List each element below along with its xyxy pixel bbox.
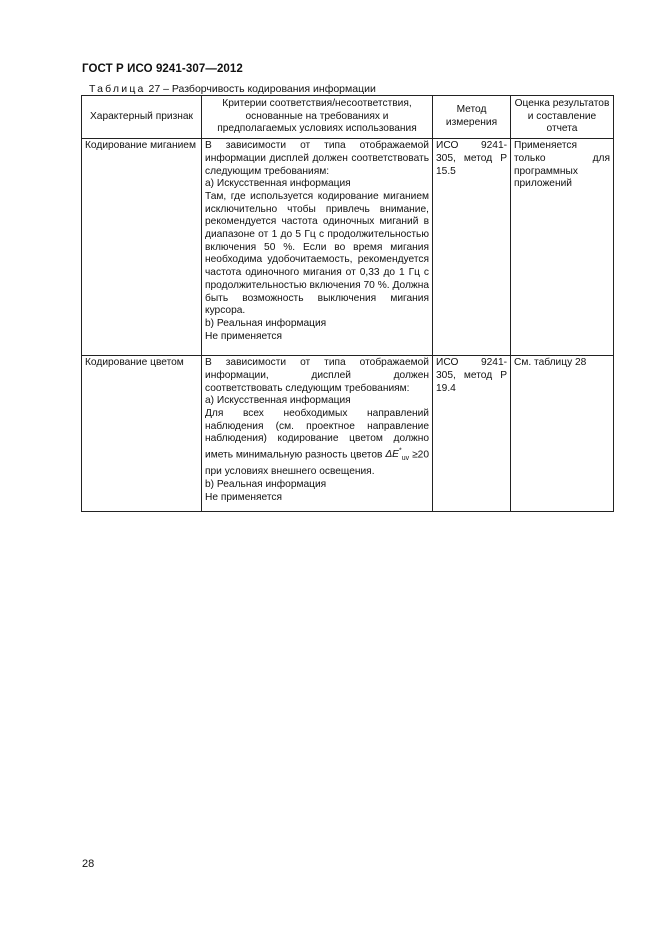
header-method: Метод измерения [433, 96, 511, 139]
row-feature: Кодирование цветом [82, 356, 202, 512]
page-number: 28 [82, 858, 95, 870]
table-header-row [82, 96, 614, 139]
artificial-text-after: ≥20 при условиях внешнего освещения. [205, 449, 429, 478]
header-criteria: Критерии соответствия/несоответствия, основанные на требованиях и предполагаемых условиях использования [202, 96, 433, 139]
table-caption [89, 83, 376, 95]
row-assessment: Применяется только для программных приложений [511, 139, 614, 356]
row-criteria [202, 356, 433, 512]
artificial-text-before: Для всех необходимых направлений наблюдения (см. проектное направление наблюдения) кодирование цветом должно иметь минимальную разность цветов [205, 407, 429, 461]
artificial-info-label: а) Искусственная информация [205, 178, 351, 190]
table-caption-word: Таблица [89, 83, 146, 95]
artificial-info-text: Там, где используется кодирование миганием исключительно чтобы привлечь внимание, рекомендуется частота одиночных миганий в диапазоне от 1 до 5 Гц с продолжительностью включения 50 %. Если во время мигания необходима удобочитаемость, рекомендуется частота одиночного мигания от 0,33 до 1 Гц с продолжительностью включения 70 %. Должна быть возможность выключения мигания курсора. [205, 190, 429, 317]
real-info-label: b) Реальная информация [205, 478, 327, 490]
header-feature: Характерный признак [82, 96, 202, 139]
delta-e-superscript: * [398, 448, 402, 456]
table-row [82, 356, 614, 512]
row-assessment: См. таблицу 28 [511, 356, 614, 512]
artificial-info-label: а) Искусственная информация [205, 395, 351, 407]
criteria-intro: В зависимости от типа отображаемой информации, дисплей должен соответствовать следующим требованиям: [205, 357, 429, 394]
header-assessment: Оценка результатов и составление отчета [511, 96, 614, 139]
criteria-intro: В зависимости от типа отображаемой информации дисплей должен соответствовать следующим требованиям: [205, 140, 429, 177]
real-info-text: Не применяется [205, 330, 283, 342]
document-standard-header: ГОСТ Р ИСО 9241-307—2012 [82, 63, 243, 75]
table-row [82, 139, 614, 356]
delta-e-symbol: ΔE [385, 449, 399, 461]
delta-e-formula [385, 448, 410, 463]
coding-legibility-table [81, 95, 614, 512]
real-info-label: b) Реальная информация [205, 317, 327, 329]
delta-e-subscript: uv [401, 455, 410, 463]
row-method: ИСО 9241-305, метод Р 19.4 [433, 356, 511, 512]
artificial-info-text [205, 408, 429, 479]
row-method: ИСО 9241-305, метод Р 15.5 [433, 139, 511, 356]
table-caption-title: 27 – Разборчивость кодирования информации [148, 83, 376, 95]
real-info-text: Не применяется [205, 491, 283, 503]
row-criteria [202, 139, 433, 356]
row-feature: Кодирование миганием [82, 139, 202, 356]
